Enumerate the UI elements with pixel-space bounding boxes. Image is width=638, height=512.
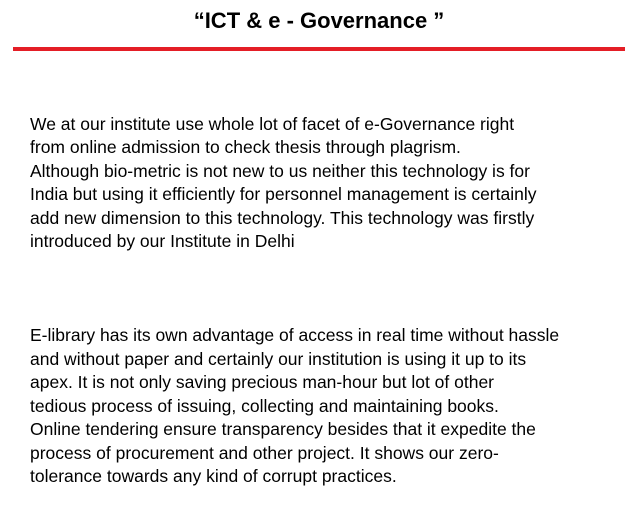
body-paragraph-2: E-library has its own advantage of access in real time without hassle and without paper and certainly our institution is using it up to its apex. It is not only saving precious man-hour but lot of other tedious process of issuing, collecting and maintaining books. Online tendering ensure transparency besides that it expedite the process of procurement and other project. It shows our zero- tolerance towards any kind of corrupt practices.: [30, 325, 560, 486]
slide-body: [30, 89, 630, 512]
paragraph-spacer: [30, 277, 630, 301]
title-divider: [13, 47, 625, 51]
body-paragraph-1: We at our institute use whole lot of facet of e-Governance right from online admission to check thesis through plagrism. Although bio-metric is not new to us neither this technology is for India but using it efficiently for personnel management is certainly add new dimension to this technology. This technology was firstly introduced by our Institute in Delhi: [30, 113, 537, 251]
slide-title: “ICT & e - Governance ”: [193, 8, 445, 33]
